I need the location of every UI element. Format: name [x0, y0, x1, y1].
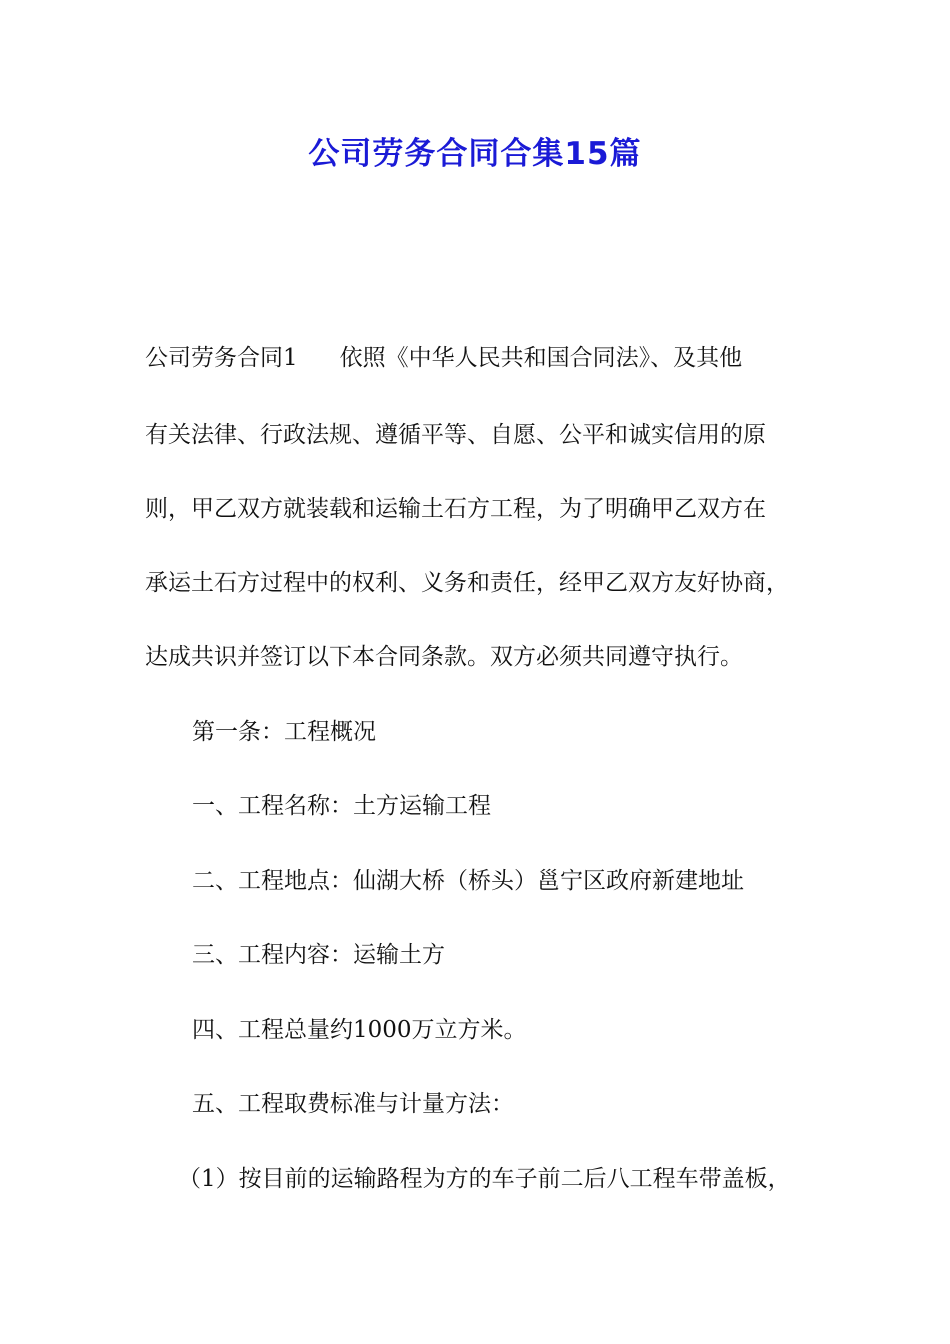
document-title: 公司劳务合同合集15篇: [308, 136, 642, 172]
intro-line-3: 则，甲乙双方就装载和运输土石方工程，为了明确甲乙双方在: [145, 496, 766, 522]
intro-line-1: [145, 343, 742, 373]
item-3: 三、工程内容：运输土方: [192, 942, 445, 968]
intro-line-2: 有关法律、行政法规、遵循平等、自愿、公平和诚实信用的原: [145, 422, 766, 448]
item-1: 一、工程名称：土方运输工程: [192, 793, 491, 819]
sub-item-1: （1）按目前的运输路程为方的车子前二后八工程车带盖板，: [178, 1166, 791, 1192]
item-2: 二、工程地点：仙湖大桥（桥头）邕宁区政府新建地址: [192, 868, 744, 894]
intro-line-5: 达成共识并签订以下本合同条款。双方必须共同遵守执行。: [145, 644, 743, 670]
item-4: 四、工程总量约1000万立方米。: [192, 1017, 527, 1043]
article-1-heading: 第一条：工程概况: [192, 719, 376, 745]
item-5: 五、工程取费标准与计量方法：: [192, 1091, 514, 1117]
intro-text-1: 依照《中华人民共和国合同法》、及其他: [339, 345, 743, 371]
intro-line-4: 承运土石方过程中的权利、义务和责任，经甲乙双方友好协商，: [145, 570, 789, 596]
section-heading: 公司劳务合同1: [145, 345, 298, 371]
